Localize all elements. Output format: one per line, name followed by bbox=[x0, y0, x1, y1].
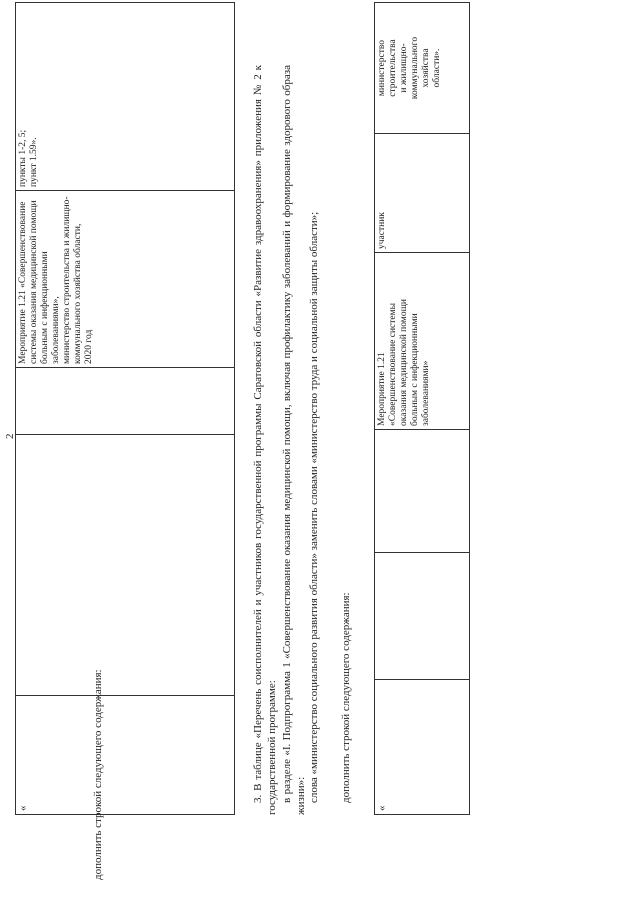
line: пункт 1.59». bbox=[29, 137, 39, 187]
page-number: 2 bbox=[4, 433, 16, 439]
line: Мероприятие 1.21 bbox=[377, 352, 387, 426]
paragraph-section: в разделе «I. Подпрограмма 1 «Совершенствование оказания медицинской помощи, включая профилактику заболеваний и формирование здорового образа жизни»: bbox=[281, 65, 307, 815]
paragraph-3: 3. В таблице «Перечень соисполнителей и участников государственной программы Саратовской области «Развитие здравоохранения» приложения № 2 к государственной программе: bbox=[252, 65, 278, 815]
line: коммунального хозяйства области, bbox=[73, 223, 83, 364]
line: Мероприятие 1.21 «Совершенствование bbox=[18, 201, 28, 364]
paragraph-words: слова «министерство социального развития области» заменить словами «министерство труда и социальной защиты области»; bbox=[308, 211, 320, 803]
line: коммунального bbox=[410, 36, 420, 100]
cell-quote: « bbox=[16, 696, 235, 815]
role-text: участник bbox=[377, 212, 387, 249]
line: строительства bbox=[388, 39, 398, 97]
line: министерство bbox=[377, 39, 387, 97]
intro-vertical-wrap bbox=[92, 380, 108, 880]
intro-text: дополнить строкой следующего содержания: bbox=[92, 669, 104, 880]
line: заболеваниями», bbox=[51, 296, 61, 364]
line: и жилищно- bbox=[399, 43, 409, 93]
line: 2020 год bbox=[84, 329, 94, 364]
line: области». bbox=[432, 48, 442, 88]
line: министерство строительства и жилищно- bbox=[62, 196, 72, 364]
cell-quote: « bbox=[375, 680, 470, 815]
line: заболеваниями» bbox=[421, 360, 431, 426]
paragraph-add-row: дополнить строкой следующего содержания: bbox=[340, 592, 352, 803]
line: больным с инфекционными bbox=[410, 313, 420, 426]
line: пункты 1-2, 5; bbox=[18, 129, 28, 187]
line: оказания медицинской помощи bbox=[399, 299, 409, 426]
line: системы оказания медицинской помощи bbox=[29, 200, 39, 364]
line: больным с инфекционными bbox=[40, 251, 50, 364]
line: хозяйства bbox=[421, 48, 431, 88]
line: «Совершенствование системы bbox=[388, 302, 398, 426]
